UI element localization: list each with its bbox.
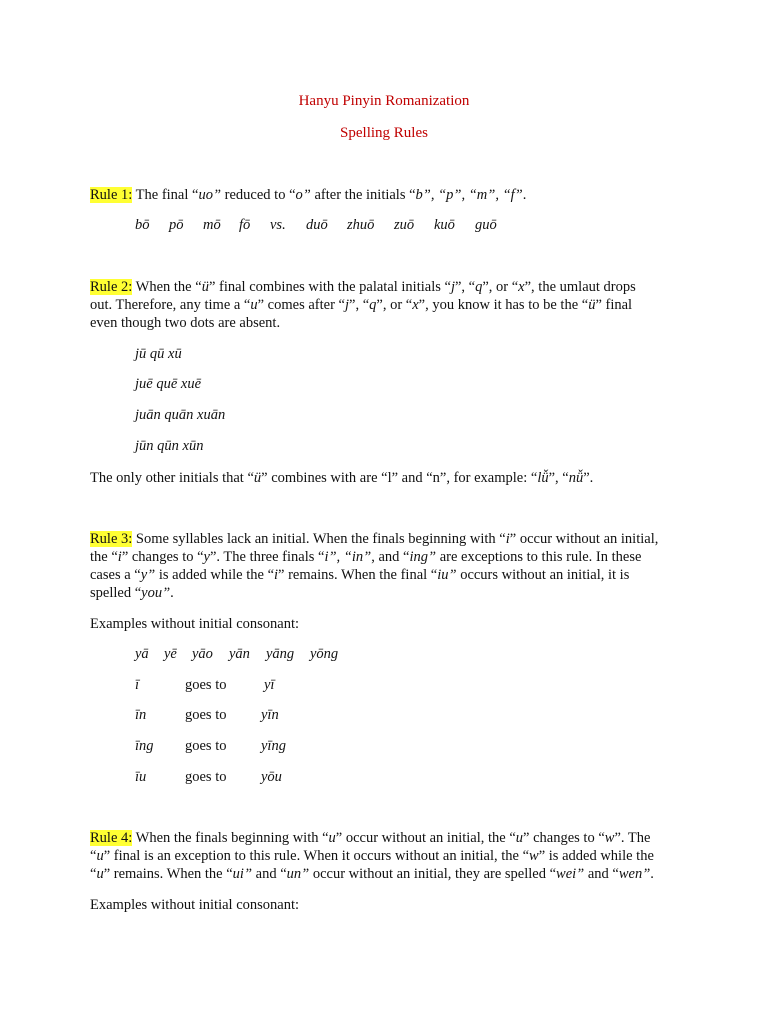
- example-syllable: zhuō: [347, 217, 375, 233]
- example-syllable: pō: [169, 217, 184, 233]
- final-to: yōu: [261, 769, 282, 785]
- rule2-label: Rule 2:: [90, 279, 133, 295]
- example-syllable: mō: [203, 217, 221, 233]
- rule4-line1: Rule 4: When the finals beginning with “u” occur without an initial, the “u” changes to “w”. The: [90, 830, 651, 846]
- rule2-example: juē quē xuē: [135, 376, 202, 392]
- rule2-example: jū qū xū: [135, 346, 182, 362]
- final-to: yī: [264, 677, 275, 693]
- rule2-line3: even though two dots are absent.: [90, 315, 281, 331]
- rule4-examples-label: Examples without initial consonant:: [90, 897, 300, 913]
- rule4-line3: “u” remains. When the “ui” and “un” occur without an initial, they are spelled “wei” and “wen”.: [90, 866, 654, 882]
- rule4-line2: “u” final is an exception to this rule. When it occurs without an initial, the “w” is added while the: [90, 848, 654, 864]
- syllable: yāo: [192, 646, 213, 662]
- final-from: īng: [135, 738, 154, 754]
- rule4-label: Rule 4:: [90, 830, 133, 846]
- rule2-example: juān quān xuān: [135, 407, 226, 423]
- rule2-line1: Rule 2: When the “ü” final combines with the palatal initials “j”, “q”, or “x”, the umlaut drops: [90, 279, 636, 295]
- document-title: Hanyu Pinyin Romanization: [298, 93, 470, 109]
- example-syllable: bō: [135, 217, 150, 233]
- rule3-label: Rule 3:: [90, 531, 133, 547]
- example-syllable: zuō: [394, 217, 415, 233]
- rule3-line3: cases a “y” is added while the “i” remains. When the final “iu” occurs without an initial, it is: [90, 567, 630, 583]
- rule3-line2: the “i” changes to “y”. The three finals “i”, “in”, and “ing” are exceptions to this rule. In these: [90, 549, 642, 565]
- example-syllable: fō: [239, 217, 251, 233]
- final-from: īn: [135, 707, 147, 723]
- syllable: yāng: [266, 646, 295, 662]
- rule1-label: Rule 1:: [90, 187, 133, 203]
- final-to: yīn: [261, 707, 279, 723]
- final-from: īu: [135, 769, 147, 785]
- goes-to-label: goes to: [185, 769, 227, 785]
- rule2-example: jūn qūn xūn: [135, 438, 204, 454]
- example-syllable: vs.: [270, 217, 286, 233]
- rule3-line1: Rule 3: Some syllables lack an initial. When the finals beginning with “i” occur without an initial,: [90, 531, 659, 547]
- example-syllable: duō: [306, 217, 328, 233]
- goes-to-label: goes to: [185, 707, 227, 723]
- rule1-text: Rule 1: The final “uo” reduced to “o” after the initials “b”, “p”, “m”, “f”.: [90, 187, 527, 203]
- document-subtitle: Spelling Rules: [340, 125, 428, 141]
- final-to: yīng: [261, 738, 286, 754]
- syllable: yā: [135, 646, 149, 662]
- rule2-line2: out. Therefore, any time a “u” comes after “j”, “q”, or “x”, you know it has to be the “ü” final: [90, 297, 633, 313]
- example-syllable: kuō: [434, 217, 455, 233]
- goes-to-label: goes to: [185, 738, 227, 754]
- syllable: yē: [164, 646, 177, 662]
- rule3-line4: spelled “you”.: [90, 585, 174, 601]
- syllable: yān: [229, 646, 250, 662]
- rule3-examples-label: Examples without initial consonant:: [90, 616, 300, 632]
- rule2-note: The only other initials that “ü” combines with are “l” and “n”, for example: “lǚ”, “nǚ”.: [90, 470, 594, 486]
- final-from: ī: [135, 677, 140, 693]
- goes-to-label: goes to: [185, 677, 227, 693]
- example-syllable: guō: [475, 217, 497, 233]
- syllable: yōng: [310, 646, 339, 662]
